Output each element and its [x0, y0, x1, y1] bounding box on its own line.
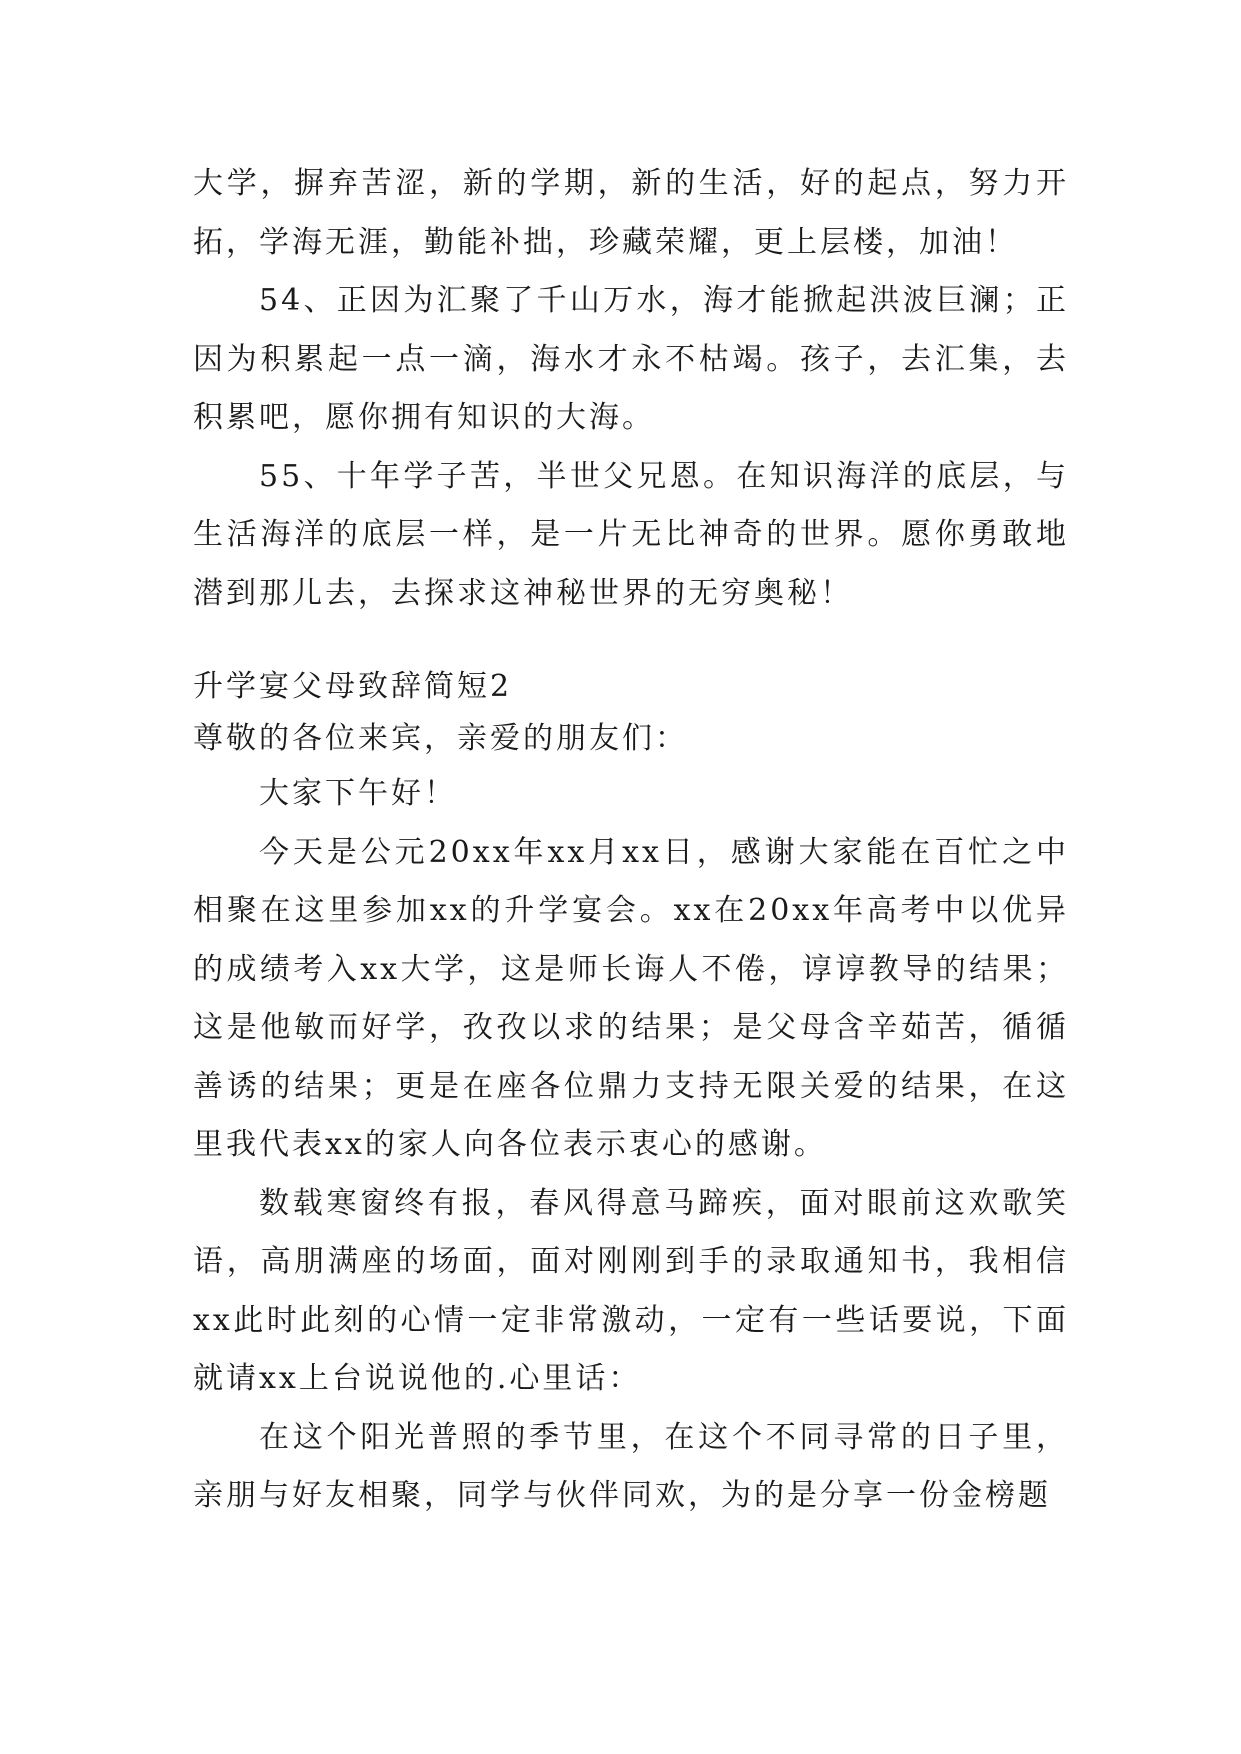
greeting: 大家下午好！ [259, 776, 457, 811]
section-title: 升学宴父母致辞简短2 [193, 669, 513, 704]
salutation: 尊敬的各位来宾，亲爱的朋友们： [193, 721, 688, 756]
paragraph-invitation: 数载寒窗终有报，春风得意马蹄疾，面对眼前这欢歌笑语，高朋满座的场面，面对刚刚到手的录取通知书，我相信xx此时此刻的心情一定非常激动，一定有一些话要说，下面就请xx上台说说他的.心里话： [193, 1185, 1069, 1396]
document-body [193, 155, 1069, 1526]
paragraph-thanks: 今天是公元20xx年xx月xx日，感谢大家能在百忙之中相聚在这里参加xx的升学宴会。xx在20xx年高考中以优异的成绩考入xx大学，这是师长诲人不倦，谆谆教导的结果；这是他敏而好学，孜孜以求的结果；是父母含辛茹苦，循循善诱的结果；更是在座各位鼎力支持无限关爱的结果，在这里我代表xx的家人向各位表示衷心的感谢。 [193, 834, 1069, 1162]
paragraph-continuation: 大学，摒弃苦涩，新的学期，新的生活，好的起点，努力开拓，学海无涯，勤能补拙，珍藏荣耀，更上层楼，加油！ [193, 166, 1069, 260]
paragraph-wish-55: 55、十年学子苦，半世父兄恩。在知识海洋的底层，与生活海洋的底层一样，是一片无比神奇的世界。愿你勇敢地潜到那儿去，去探求这神秘世界的无穷奥秘！ [193, 458, 1069, 611]
paragraph-wish-54: 54、正因为汇聚了千山万水，海才能掀起洪波巨澜；正因为积累起一点一滴，海水才永不枯竭。孩子，去汇集，去积累吧，愿你拥有知识的大海。 [193, 283, 1069, 435]
paragraph-season: 在这个阳光普照的季节里，在这个不同寻常的日子里，亲朋与好友相聚，同学与伙伴同欢，为的是分享一份金榜题 [193, 1419, 1069, 1513]
